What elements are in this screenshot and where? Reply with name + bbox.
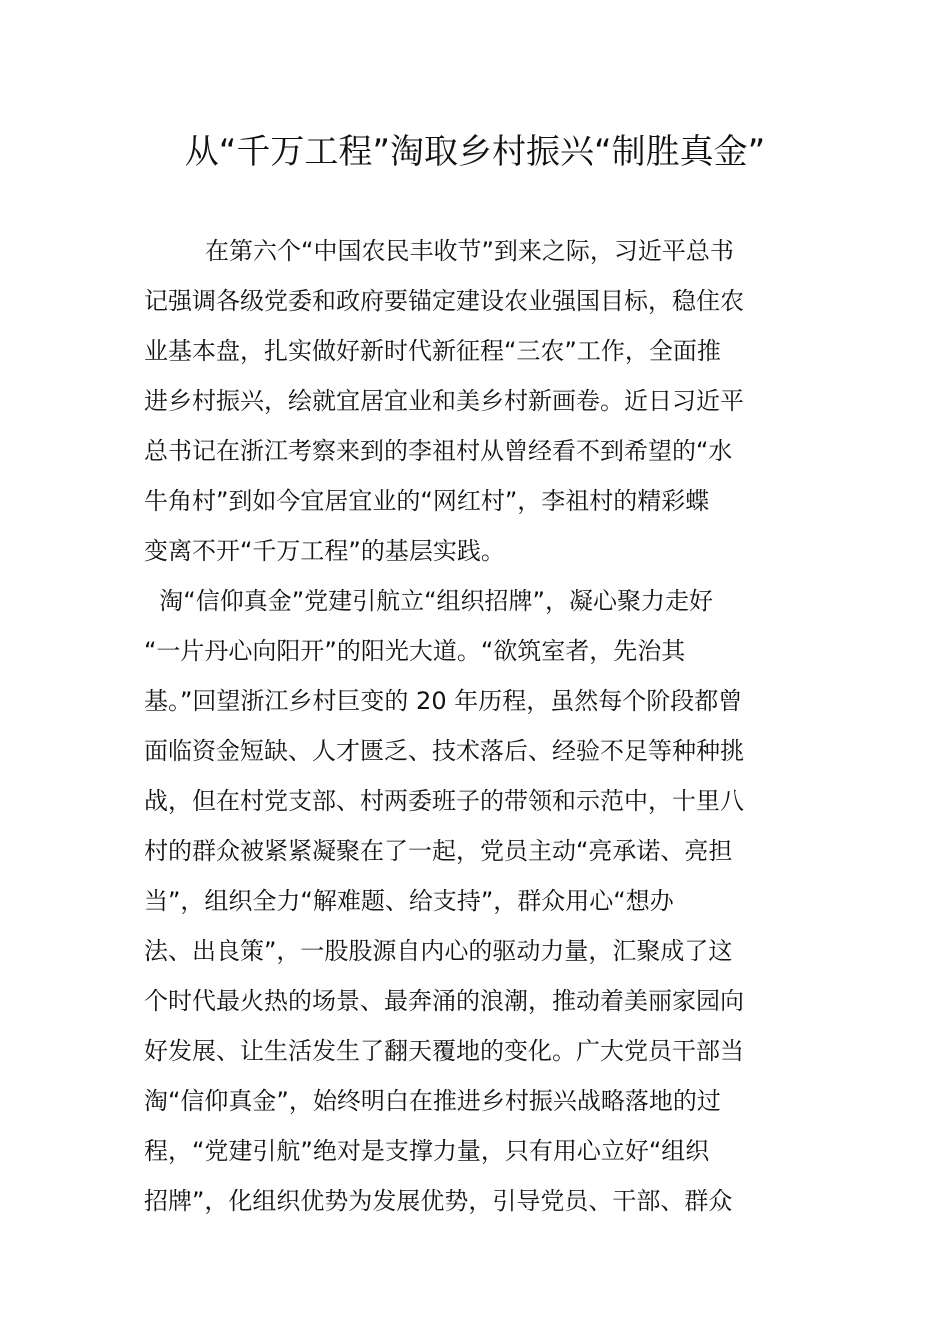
- text-line: 村的群众被紧紧凝聚在了一起，党员主动“亮承诺、亮担: [144, 837, 733, 865]
- text-line: “一片丹心向阳开”的阳光大道。“欲筑室者，先治其: [144, 637, 686, 665]
- text-line: 总书记在浙江考察来到的李祖村从曾经看不到希望的“水: [144, 437, 733, 465]
- page-title: 从“千万工程”淘取乡村振兴“制胜真金”: [184, 132, 766, 172]
- text-line: 进乡村振兴，绘就宜居宜业和美乡村新画卷。近日习近平: [144, 387, 744, 415]
- text-line: 记强调各级党委和政府要锚定建设农业强国目标，稳住农: [144, 287, 744, 315]
- text-line: 业基本盘，扎实做好新时代新征程“三农”工作，全面推: [144, 337, 721, 365]
- text-line: 法、出良策”，一股股源自内心的驱动力量，汇聚成了这: [144, 937, 733, 965]
- article-body: [144, 226, 808, 1226]
- text-line: 招牌”，化组织优势为发展优势，引导党员、干部、群众: [144, 1187, 733, 1215]
- text-line: 当”，组织全力“解难题、给支持”，群众用心“想办: [144, 887, 674, 915]
- text-line: 淘“信仰真金”党建引航立“组织招牌”，凝心聚力走好: [144, 587, 713, 615]
- text-line: 在第六个“中国农民丰收节”到来之际，习近平总书: [144, 237, 734, 265]
- text-line: 基。”回望浙江乡村巨变的 20 年历程，虽然每个阶段都曾: [144, 687, 743, 715]
- text-line: 战，但在村党支部、村两委班子的带领和示范中，十里八: [144, 787, 744, 815]
- text-line: 个时代最火热的场景、最奔涌的浪潮，推动着美丽家园向: [144, 987, 744, 1015]
- text-line: 面临资金短缺、人才匮乏、技术落后、经验不足等种种挑: [144, 737, 744, 765]
- text-line: 程，“党建引航”绝对是支撑力量，只有用心立好“组织: [144, 1137, 710, 1165]
- text-line: 牛角村”到如今宜居宜业的“网红村”，李祖村的精彩蝶: [144, 487, 710, 515]
- text-line: 淘“信仰真金”，始终明白在推进乡村振兴战略落地的过: [144, 1087, 721, 1115]
- text-line: 好发展、让生活发生了翻天覆地的变化。广大党员干部当: [144, 1037, 744, 1065]
- text-line: 变离不开“千万工程”的基层实践。: [144, 537, 505, 565]
